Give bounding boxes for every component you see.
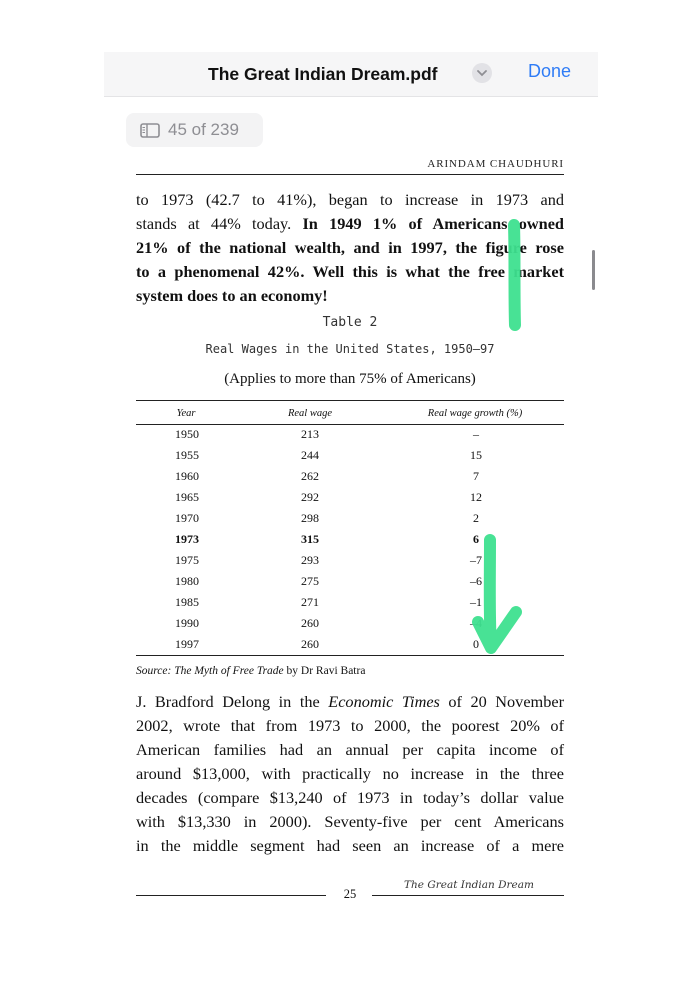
annotation-up-stroke <box>514 225 515 325</box>
cell-real-wage: 315 <box>301 532 319 546</box>
cell-growth: – <box>473 427 479 441</box>
cell-real-wage: 244 <box>301 448 319 462</box>
bold-text-run: In 1949 1% of Americans owned <box>302 214 564 233</box>
text-run: stands at 44% today. <box>136 214 303 233</box>
table-note: (Applies to more than 75% of Americans) <box>224 371 476 387</box>
bold-text-line: 21% of the national wealth, and in 1997, the figure rose <box>136 238 564 257</box>
page-indicator-text: 45 of 239 <box>168 120 239 139</box>
cell-real-wage: 292 <box>301 490 319 504</box>
cell-year: 1985 <box>175 595 199 609</box>
italic-text-run: Economic Times <box>328 692 440 711</box>
cell-year: 1955 <box>175 448 199 462</box>
table-label: Table 2 <box>322 315 378 330</box>
text-line: around $13,000, with practically no increase in the three <box>136 764 564 783</box>
cell-growth: –6 <box>470 574 482 588</box>
cell-growth: 0 <box>473 637 479 651</box>
document-title[interactable]: The Great Indian Dream.pdf <box>208 64 438 84</box>
cell-growth: –1 <box>470 595 482 609</box>
annotation-down-arrow <box>478 540 516 648</box>
page-number: 25 <box>343 887 357 901</box>
table-header-year: Year <box>176 408 196 419</box>
cell-growth: 6 <box>473 532 479 546</box>
source-work: The Myth of Free Trade <box>174 665 284 677</box>
text-line: to 1973 (42.7 to 41%), began to increase in 1973 and <box>136 190 564 209</box>
cell-year: 1975 <box>175 553 199 567</box>
cell-real-wage: 271 <box>301 595 319 609</box>
cell-year: 1990 <box>175 616 199 630</box>
table-header-growth: Real wage growth (%) <box>427 408 523 419</box>
cell-real-wage: 293 <box>301 553 319 567</box>
text-run: J. Bradford Delong in the <box>136 692 329 711</box>
cell-growth: 7 <box>473 469 479 483</box>
cell-real-wage: 260 <box>301 637 319 651</box>
cell-growth: 15 <box>470 448 482 462</box>
text-line: with $13,330 in 2000). Seventy-five per cent Americans <box>136 812 564 831</box>
table-header-real-wage: Real wage <box>287 408 333 419</box>
cell-real-wage: 213 <box>301 427 319 441</box>
text-line: decades (compare $13,240 of 1973 in today’s dollar value <box>136 788 564 807</box>
bold-text-line: to a phenomenal 42%. Well this is what the free market <box>136 262 564 281</box>
cell-year: 1997 <box>175 637 199 651</box>
running-header: ARINDAM CHAUDHURI <box>427 158 564 170</box>
table-caption: Real Wages in the United States, 1950–97 <box>205 342 495 356</box>
source-prefix: Source: <box>136 665 175 677</box>
done-button[interactable]: Done <box>528 61 572 81</box>
cell-growth: 2 <box>473 511 479 525</box>
text-line: American families had an annual per capita income of <box>136 740 564 759</box>
cell-real-wage: 260 <box>301 616 319 630</box>
cell-growth: –7 <box>470 553 482 567</box>
cell-year: 1970 <box>175 511 199 525</box>
cell-year: 1965 <box>175 490 199 504</box>
cell-year: 1980 <box>175 574 199 588</box>
cell-year: 1973 <box>175 532 199 546</box>
cell-growth: –4 <box>470 616 482 630</box>
bold-text-line: system does to an economy! <box>136 286 328 305</box>
text-run: of 20 November <box>439 692 565 711</box>
cell-year: 1950 <box>175 427 199 441</box>
cell-year: 1960 <box>175 469 199 483</box>
text-line: 2002, wrote that from 1973 to 2000, the poorest 20% of <box>136 716 564 735</box>
source-suffix: by Dr Ravi Batra <box>283 665 366 677</box>
cell-real-wage: 262 <box>301 469 319 483</box>
cell-growth: 12 <box>470 490 482 504</box>
cell-real-wage: 275 <box>301 574 319 588</box>
cell-real-wage: 298 <box>301 511 319 525</box>
text-line: in the middle segment had seen an increase of a mere <box>136 836 564 855</box>
footer-book-title: The Great Indian Dream <box>404 879 534 891</box>
